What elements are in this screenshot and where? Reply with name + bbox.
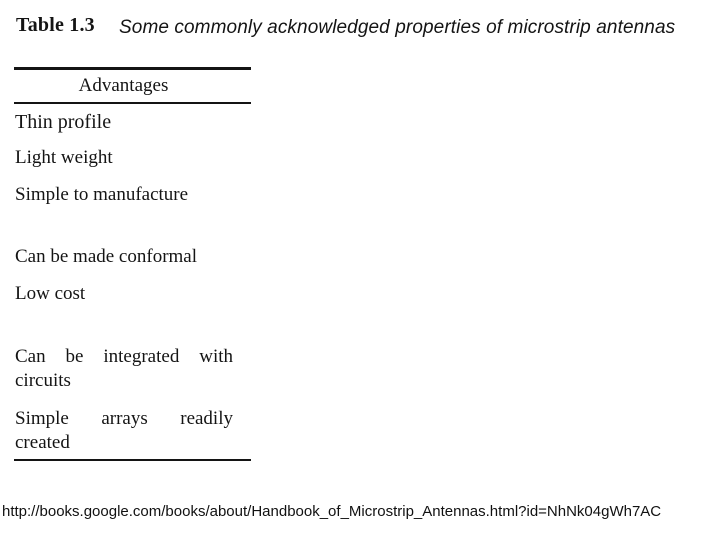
table-row: Simple arrays readily created bbox=[15, 408, 233, 453]
table-row: Can be made conformal bbox=[15, 246, 198, 267]
table-row: Can be integrated with circuits bbox=[15, 346, 233, 391]
column-header-advantages: Advantages bbox=[78, 75, 169, 96]
table-header-rule bbox=[14, 102, 251, 104]
table-caption-number: Table 1.3 bbox=[16, 14, 95, 36]
table-row: Low cost bbox=[15, 283, 86, 304]
table-bottom-rule bbox=[14, 459, 251, 461]
source-url-link[interactable]: http://books.google.com/books/about/Handbook_of_Microstrip_Antennas.html?id=NhNk04gWh7AC bbox=[2, 503, 662, 520]
table-caption-title: Some commonly acknowledged properties of microstrip antennas bbox=[119, 17, 676, 38]
table-row: Simple to manufacture bbox=[15, 184, 189, 205]
table-row: Light weight bbox=[15, 147, 113, 168]
table-row: Thin profile bbox=[15, 111, 112, 133]
table-top-rule bbox=[14, 67, 251, 70]
